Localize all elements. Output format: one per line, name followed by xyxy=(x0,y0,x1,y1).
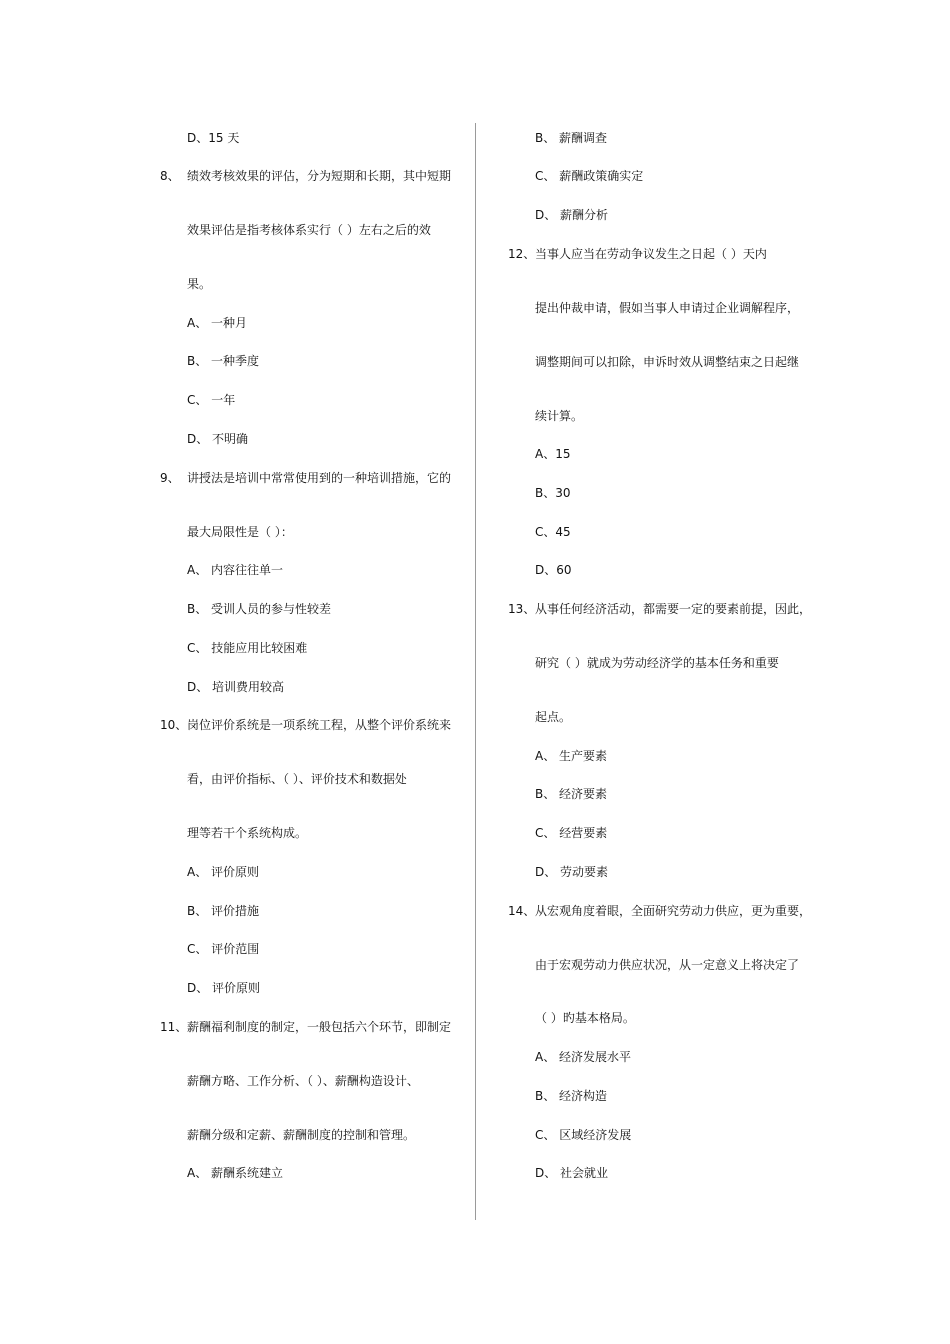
text-line: 看，由评价指标、（ ）、评价技术和数据处 xyxy=(187,772,407,786)
text-line: A、 一种月 xyxy=(187,316,248,330)
text-line: C、 一年 xyxy=(187,393,236,407)
text-line: A、15 xyxy=(535,447,571,461)
text-line: 最大局限性是（ ）： xyxy=(187,525,293,539)
text-line: （ ）旳基本格局。 xyxy=(535,1011,635,1025)
question-number: 10、 xyxy=(160,718,188,732)
text-line: 续计算。 xyxy=(535,409,584,423)
text-line: C、 区域经济发展 xyxy=(535,1128,632,1142)
text-line: A、 薪酬系统建立 xyxy=(187,1166,284,1180)
text-line: 果。 xyxy=(187,277,212,291)
text-line: B、 经济构造 xyxy=(535,1089,608,1103)
text-line: 研究（ ）就成为劳动经济学的基本任务和重要 xyxy=(535,656,779,670)
text-line: A、 评价原则 xyxy=(187,865,260,879)
text-line: 由于宏观劳动力供应状况，从一定意义上将决定了 xyxy=(535,958,800,972)
question-text: 薪酬福利制度的制定，一般包括六个环节，即制定 xyxy=(187,1020,452,1034)
text-line: 理等若干个系统构成。 xyxy=(187,826,308,840)
text-line: B、 经济要素 xyxy=(535,787,608,801)
text-line: B、30 xyxy=(535,486,571,500)
question-text: 从宏观角度着眼，全面研究劳动力供应，更为重要， xyxy=(535,904,812,918)
text-line: D、 不明确 xyxy=(187,432,249,446)
text-line: D、 评价原则 xyxy=(187,981,261,995)
text-line: 薪酬分级和定薪、薪酬制度的控制和管理。 xyxy=(187,1128,416,1142)
text-line: 效果评估是指考核体系实行（ ）左右之后的效 xyxy=(187,223,431,237)
text-line: B、 评价措施 xyxy=(187,904,260,918)
text-line: 提出仲裁申请，假如当事人申请过企业调解程序， xyxy=(535,301,800,315)
question-text: 从事任何经济活动，都需要一定的要素前提，因此， xyxy=(535,602,812,616)
text-line: A、 生产要素 xyxy=(535,749,608,763)
text-line: B、 一种季度 xyxy=(187,354,260,368)
text-line: D、 劳动要素 xyxy=(535,865,609,879)
question-text: 讲授法是培训中常常使用到的一种培训措施，它的 xyxy=(187,471,452,485)
text-line: D、 薪酬分析 xyxy=(535,208,609,222)
text-line: C、45 xyxy=(535,525,571,539)
text-line: A、 经济发展水平 xyxy=(535,1050,632,1064)
column-divider xyxy=(475,123,476,1220)
question-text: 绩效考核效果的评估，分为短期和长期，其中短期 xyxy=(187,169,452,183)
question-text: 岗位评价系统是一项系统工程，从整个评价系统来 xyxy=(187,718,452,732)
text-line: 调整期间可以扣除，申诉时效从调整结束之日起继 xyxy=(535,355,800,369)
text-line: D、15 天 xyxy=(187,131,240,145)
question-number: 11、 xyxy=(160,1020,188,1034)
text-line: D、 社会就业 xyxy=(535,1166,609,1180)
question-number: 12、 xyxy=(508,247,536,261)
question-number: 9、 xyxy=(160,471,180,485)
question-number: 14、 xyxy=(508,904,536,918)
text-line: B、 薪酬调查 xyxy=(535,131,608,145)
question-number: 13、 xyxy=(508,602,536,616)
text-line: C、 技能应用比较困难 xyxy=(187,641,308,655)
text-line: 起点。 xyxy=(535,710,572,724)
text-line: D、60 xyxy=(535,563,572,577)
question-text: 当事人应当在劳动争议发生之日起（ ）天内 xyxy=(535,247,767,261)
text-line: B、 受训人员的参与性较差 xyxy=(187,602,332,616)
text-line: D、 培训费用较高 xyxy=(187,680,285,694)
text-line: C、 薪酬政策确实定 xyxy=(535,169,644,183)
question-number: 8、 xyxy=(160,169,180,183)
text-line: 薪酬方略、工作分析、（ ）、薪酬构造设计、 xyxy=(187,1074,419,1088)
text-line: C、 经营要素 xyxy=(535,826,608,840)
text-line: A、 内容往往单一 xyxy=(187,563,284,577)
text-line: C、 评价范围 xyxy=(187,942,260,956)
